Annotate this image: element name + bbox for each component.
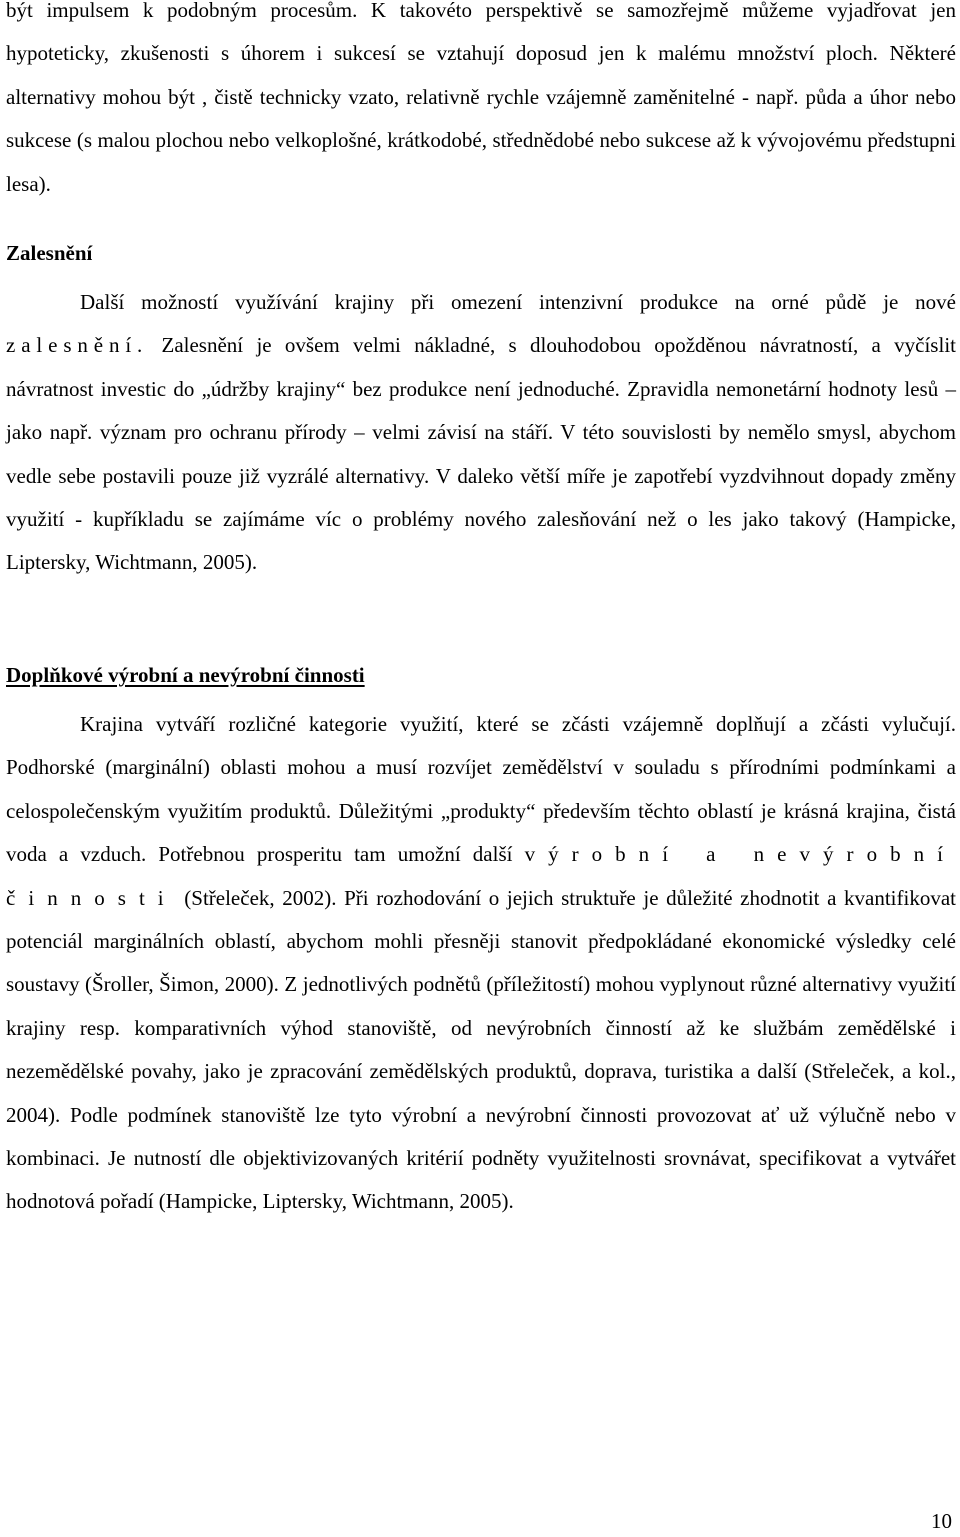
section-heading-doplnkove (6, 654, 365, 697)
emphasized-term: výrobní a nevýrobní činnosti (6, 842, 956, 910)
paragraph-zalesneni (6, 281, 956, 585)
section-heading-text: Doplňkové výrobní a nevýrobní činnosti (6, 663, 365, 687)
paragraph-text: Zalesnění je ovšem velmi nákladné, s dlouhodobou opožděnou návratností, a vyčíslit návratnost investic do „údržby krajiny“ bez produkce není jednoduché. Zpravidla nemonetární hodnoty lesů – jako např. význam pro ochranu přírody – velmi závisí na stáří. V této souvislosti by nemělo smysl, abychom vedle sebe postavili pouze již vyzrálé alternativy. V daleko větší míře je zapotřebí vyzdvihnout dopady změny využití - kupříkladu se zajímáme víc o problémy nového zalesňování než o les jako takový (Hampicke, Liptersky, Wichtmann, 2005). (6, 333, 956, 575)
emphasized-term: zalesnění. (6, 333, 149, 358)
paragraph-doplnkove (6, 703, 956, 1224)
paragraph-text: Krajina vytváří rozličné kategorie využití, které se zčásti vzájemně doplňují a zčásti vylučují. Podhorské (marginální) oblasti mohou a musí rozvíjet zemědělství v souladu s přírodními podmínkami a celospolečenským využitím produktů. Důležitými „produkty“ především těchto oblastí je krásná krajina, čistá voda a vzduch. Potřebnou prosperitu tam umožní další (6, 712, 956, 867)
paragraph-text: Další možností využívání krajiny při omezení intenzivní produkce na orné půdě je nové (80, 290, 956, 314)
section-heading-zalesneni: Zalesnění (6, 241, 93, 265)
intro-paragraph: být impulsem k podobným procesům. K takovéto perspektivě se samozřejmě můžeme vyjadřovat jen hypoteticky, zkušenosti s úhorem i sukcesí se vztahují doposud jen k malému množství ploch. Některé alternativy mohou být , čistě technicky vzato, relativně rychle vzájemně zaměnitelné - např. půda a úhor nebo sukcese (s malou plochou nebo velkoplošné, krátkodobé, střednědobé nebo sukcese až k vývojovému předstupni lesa). (6, 0, 956, 196)
paragraph-text: (Střeleček, 2002). Při rozhodování o jejich struktuře je důležité zhodnotit a kvantifikovat potenciál marginálních oblastí, abychom mohli přesněji stanovit předpokládané ekonomické výsledky celé soustavy (Šroller, Šimon, 2000). Z jednotlivých podnětů (příležitostí) mohou vyplynout různé alternativy využití krajiny resp. komparativních výhod stanoviště, od nevýrobních činností až ke službám zemědělské i nezemědělské povahy, jako je zpracování zemědělských produktů, doprava, turistika a další (Střeleček, a kol., 2004). Podle podmínek stanoviště lze tyto výrobní a nevýrobní činnosti provozovat ať už výlučně nebo v kombinaci. Je nutností dle objektivizovaných kritérií podněty využitelnosti srovnávat, specifikovat a vytvářet hodnotová pořadí (Hampicke, Liptersky, Wichtmann, 2005). (6, 885, 956, 1214)
page-number: 10 (931, 1509, 952, 1533)
